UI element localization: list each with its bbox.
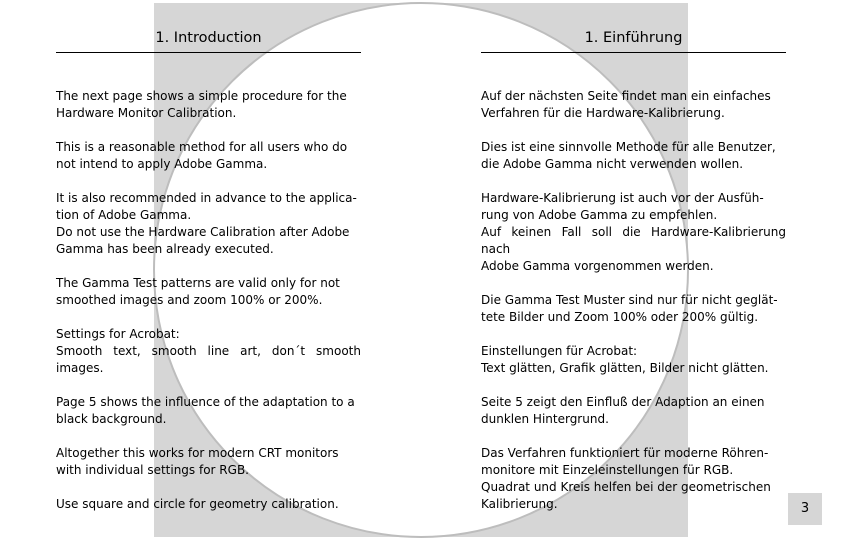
german-text-line: die Adobe Gamma nicht verwenden wollen. [481, 157, 744, 171]
german-text-line: Das Verfahren funktioniert für moderne Röhren- [481, 446, 769, 460]
english-paragraph [56, 139, 361, 173]
german-text-line: rung von Adobe Gamma zu empfehlen. [481, 208, 718, 222]
english-text-line: Hardware Monitor Calibration. [56, 106, 237, 120]
english-text-line: The Gamma Test patterns are valid only for not [56, 276, 340, 290]
english-text-line: black background. [56, 412, 167, 426]
german-paragraphs [481, 88, 786, 513]
german-heading: 1. Einführung [481, 30, 786, 53]
german-text-line: Quadrat und Kreis helfen bei der geometrischen [481, 480, 771, 494]
english-paragraph [56, 275, 361, 309]
german-text-line: tete Bilder und Zoom 100% oder 200% gültig. [481, 310, 759, 324]
english-heading: 1. Introduction [56, 30, 361, 53]
english-paragraph [56, 496, 361, 513]
page-number: 3 [788, 493, 822, 525]
german-column [481, 30, 786, 530]
english-text-line: tion of Adobe Gamma. [56, 208, 192, 222]
english-text-line: Do not use the Hardware Calibration after Adobe [56, 225, 350, 239]
german-text-line: Die Gamma Test Muster sind nur für nicht geglät- [481, 293, 778, 307]
german-paragraph [481, 394, 786, 428]
german-text-line: monitore mit Einzeleinstellungen für RGB. [481, 463, 734, 477]
english-text-line: The next page shows a simple procedure for the [56, 89, 347, 103]
german-paragraph [481, 139, 786, 173]
english-paragraphs [56, 88, 361, 513]
german-text-line: Kalibrierung. [481, 497, 558, 511]
english-text-line: Gamma has been already executed. [56, 242, 274, 256]
english-paragraph [56, 190, 361, 258]
german-text-line: Auf der nächsten Seite findet man ein einfaches [481, 89, 771, 103]
german-text-line: dunklen Hintergrund. [481, 412, 609, 426]
german-paragraph [481, 190, 786, 275]
english-column [56, 30, 361, 530]
english-paragraph [56, 326, 361, 377]
german-text-line: Adobe Gamma vorgenommen werden. [481, 259, 714, 273]
english-text-line: Use square and circle for geometry calibration. [56, 497, 339, 511]
english-paragraph [56, 394, 361, 428]
english-paragraph [56, 88, 361, 122]
english-text-line: Altogether this works for modern CRT monitors [56, 446, 339, 460]
german-paragraph [481, 88, 786, 122]
english-text-line: It is also recommended in advance to the applica- [56, 191, 357, 205]
english-text-line: Settings for Acrobat: [56, 327, 180, 341]
english-text-line: Page 5 shows the influence of the adaptation to a [56, 395, 355, 409]
english-text-line: with individual settings for RGB. [56, 463, 249, 477]
english-paragraph [56, 445, 361, 479]
german-text-line: Seite 5 zeigt den Einfluß der Adaption an einen [481, 395, 765, 409]
english-text-line: not intend to apply Adobe Gamma. [56, 157, 268, 171]
german-text-line: Hardware-Kalibrierung ist auch vor der Ausfüh- [481, 191, 764, 205]
german-paragraph [481, 343, 786, 377]
german-text-line: Auf keinen Fall soll die Hardware-Kalibrierung nach [481, 225, 786, 256]
german-text-line: Dies ist eine sinnvolle Methode für alle Benutzer, [481, 140, 776, 154]
german-paragraph [481, 292, 786, 326]
german-text-line: Verfahren für die Hardware-Kalibrierung. [481, 106, 725, 120]
english-text-line: Smooth text, smooth line art, don´t smooth images. [56, 344, 361, 375]
german-text-line: Einstellungen für Acrobat: [481, 344, 638, 358]
english-text-line: This is a reasonable method for all users who do [56, 140, 348, 154]
german-text-line: Text glätten, Grafik glätten, Bilder nicht glätten. [481, 361, 769, 375]
english-text-line: smoothed images and zoom 100% or 200%. [56, 293, 323, 307]
german-paragraph [481, 445, 786, 513]
